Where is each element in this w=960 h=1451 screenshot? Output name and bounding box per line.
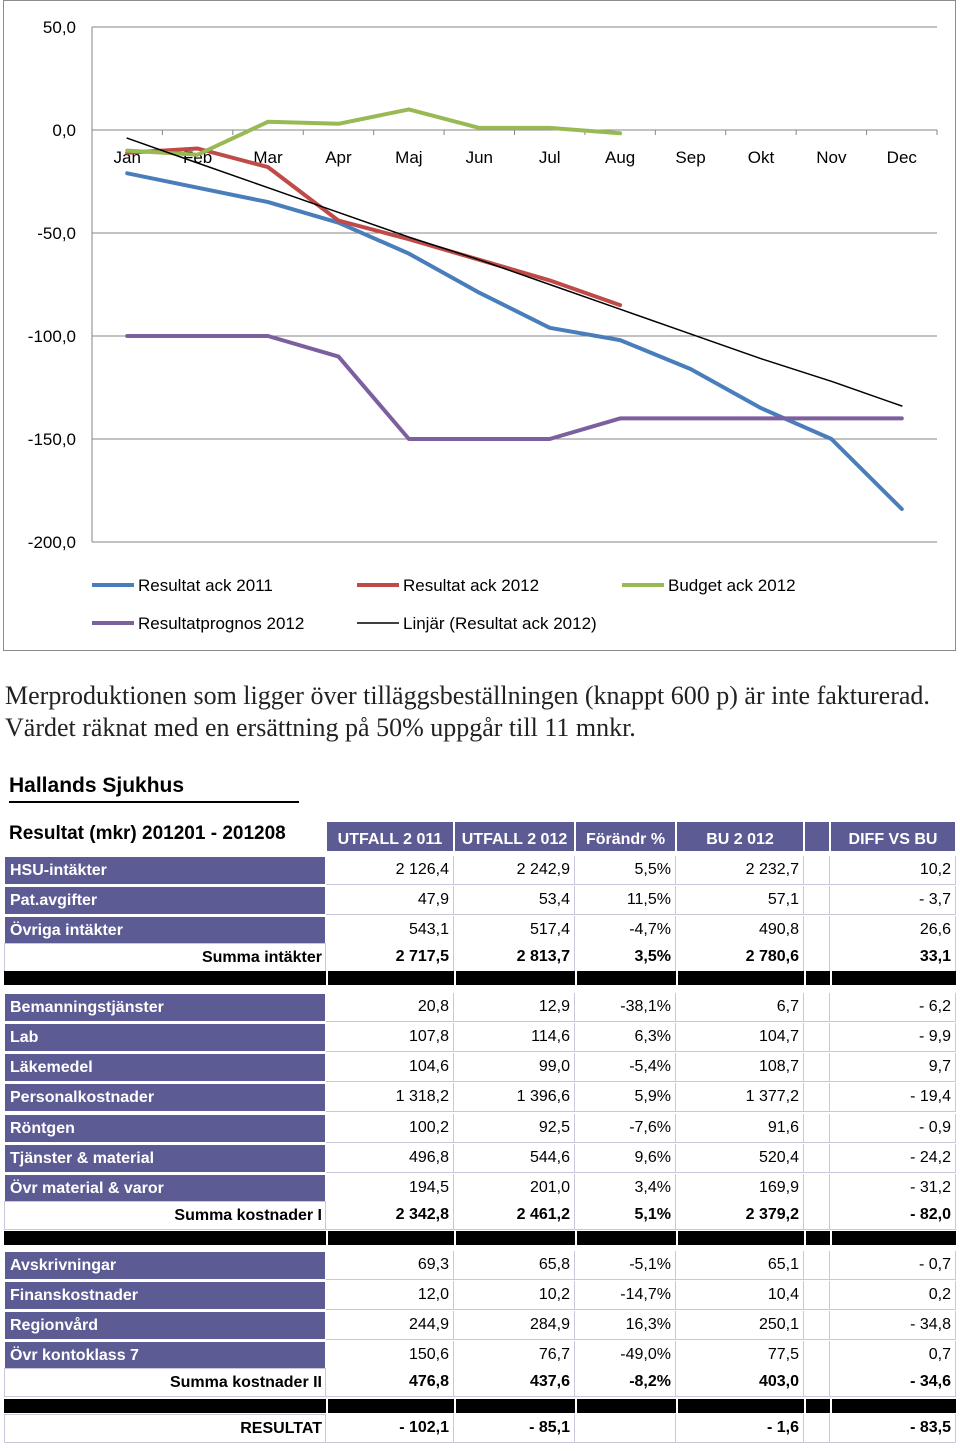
row-label: Övr kontoklass 7 [4,1341,326,1370]
row-value: 2 717,5 [326,943,454,972]
table-summary-row [4,943,956,972]
row-value: - 6,2 [830,993,956,1022]
row-value: -14,7% [575,1281,676,1310]
row-value: - 102,1 [326,1414,454,1443]
row-value: - 82,0 [830,1201,956,1230]
row-label: Summa kostnader I [4,1201,326,1230]
row-value [804,1114,830,1143]
row-label: Bemanningstjänster [4,993,326,1022]
row-value: 1 396,6 [454,1083,575,1112]
row-value [804,1251,830,1280]
row-value: - 31,2 [830,1174,956,1203]
row-value: - 34,6 [830,1368,956,1397]
row-value: 194,5 [326,1174,454,1203]
row-value: -49,0% [575,1341,676,1370]
table-row [4,1114,956,1143]
row-value: - 83,5 [830,1414,956,1443]
table-summary-row [4,1368,956,1397]
commentary-paragraph: Merproduktionen som ligger över tilläggsbeställningen (knappt 600 p) är inte fakturerad. Värdet räknat med en ersättning på 50% uppgår till 11 mnkr. [5,681,930,742]
row-value: 437,6 [454,1368,575,1397]
row-value: - 0,9 [830,1114,956,1143]
row-value: 517,4 [454,916,575,945]
section-divider [4,1231,956,1245]
row-value: 77,5 [676,1341,804,1370]
row-label: Lab [4,1023,326,1052]
section-divider [4,971,956,985]
row-value: 2 126,4 [326,856,454,885]
row-value: 496,8 [326,1144,454,1173]
table-summary-row [4,1201,956,1230]
row-value [804,856,830,885]
org-title: Hallands Sjukhus [9,774,299,803]
col-header-utfall-2011: UTFALL 2 011 [326,821,454,852]
x-tick-label: Nov [816,148,847,167]
section-divider [4,1399,956,1413]
legend-label: Resultat ack 2012 [403,576,540,595]
x-tick-label: Feb [182,148,213,167]
row-value: 108,7 [676,1053,804,1082]
row-value: 20,8 [326,993,454,1022]
col-header-diff-vs-bu: DIFF VS BU [830,821,956,852]
table-summary-row [4,1414,956,1443]
legend-label: Resultatprognos 2012 [138,614,305,633]
row-value: 490,8 [676,916,804,945]
divider-gap [454,1399,456,1413]
row-value: 284,9 [454,1311,575,1340]
row-value: 10,2 [454,1281,575,1310]
row-value: - 34,8 [830,1311,956,1340]
row-value: 114,6 [454,1023,575,1052]
row-label: Summa kostnader II [4,1368,326,1397]
row-value [804,916,830,945]
row-value: 2 342,8 [326,1201,454,1230]
row-value: 476,8 [326,1368,454,1397]
row-value [804,886,830,915]
divider-gap [575,971,577,985]
x-tick-label: Apr [325,148,352,167]
report-title: Resultat (mkr) 201201 - 201208 [9,823,286,844]
row-value: - 3,7 [830,886,956,915]
x-tick-label: Mar [253,148,283,167]
col-header-bu-2012: BU 2 012 [676,821,804,852]
row-value [804,1083,830,1112]
row-value: 5,1% [575,1201,676,1230]
row-value [575,1414,676,1443]
x-tick-label: Okt [747,148,775,167]
row-value: 5,9% [575,1083,676,1112]
row-label: HSU-intäkter [4,856,326,885]
chart-svg [4,1,957,652]
row-value: -4,7% [575,916,676,945]
row-value: -5,1% [575,1251,676,1280]
row-label: Tjänster & material [4,1144,326,1173]
row-value: -8,2% [575,1368,676,1397]
divider-gap [804,1231,806,1245]
row-label: Summa intäkter [4,943,326,972]
legend-label: Linjär (Resultat ack 2012) [403,614,597,633]
row-value: 11,5% [575,886,676,915]
row-label: Övr material & varor [4,1174,326,1203]
series-line [127,149,620,306]
row-value [804,1144,830,1173]
row-value: 543,1 [326,916,454,945]
series-line [127,138,902,406]
row-value: 2 242,9 [454,856,575,885]
row-value: 92,5 [454,1114,575,1143]
row-value: 0,2 [830,1281,956,1310]
row-value: 107,8 [326,1023,454,1052]
row-value: 150,6 [326,1341,454,1370]
divider-gap [575,1399,577,1413]
x-tick-label: Sep [675,148,706,167]
row-value: 12,0 [326,1281,454,1310]
row-value: 2 379,2 [676,1201,804,1230]
row-value: - 9,9 [830,1023,956,1052]
row-label: Finanskostnader [4,1281,326,1310]
row-value: 2 780,6 [676,943,804,972]
row-value: 100,2 [326,1114,454,1143]
row-value: 5,5% [575,856,676,885]
row-value: 2 232,7 [676,856,804,885]
table-row [4,1341,956,1370]
x-tick-label: Dec [886,148,917,167]
row-value: 33,1 [830,943,956,972]
y-tick-label: 0,0 [52,121,76,140]
row-value [804,1023,830,1052]
row-value: 65,1 [676,1251,804,1280]
row-value [804,1311,830,1340]
row-value: -38,1% [575,993,676,1022]
table-row [4,1083,956,1112]
table-row [4,1251,956,1280]
table-row [4,1144,956,1173]
divider-gap [326,971,328,985]
row-value: 104,7 [676,1023,804,1052]
divider-gap [326,1231,328,1245]
row-value: 76,7 [454,1341,575,1370]
divider-gap [575,1231,577,1245]
x-tick-label: Jan [113,148,141,167]
row-label: Pat.avgifter [4,886,326,915]
x-tick-label: Maj [395,148,423,167]
row-value: 1 318,2 [326,1083,454,1112]
y-tick-label: -100,0 [27,327,76,346]
table-row [4,886,956,915]
divider-gap [676,1231,678,1245]
row-value [804,1053,830,1082]
legend-label: Resultat ack 2011 [138,576,273,595]
row-label: Regionvård [4,1311,326,1340]
series-line [127,173,902,509]
row-value: - 24,2 [830,1144,956,1173]
y-tick-label: -50,0 [37,224,76,243]
row-value: - 0,7 [830,1251,956,1280]
row-value: 9,7 [830,1053,956,1082]
divider-gap [830,971,832,985]
row-value: 69,3 [326,1251,454,1280]
row-value: - 19,4 [830,1083,956,1112]
table-row [4,856,956,885]
row-value: 2 813,7 [454,943,575,972]
table-row [4,993,956,1022]
table-row [4,1174,956,1203]
row-value: 6,3% [575,1023,676,1052]
row-label: Avskrivningar [4,1251,326,1280]
row-value: 0,7 [830,1341,956,1370]
divider-gap [804,971,806,985]
row-value: - 85,1 [454,1414,575,1443]
row-value: 244,9 [326,1311,454,1340]
row-value: 544,6 [454,1144,575,1173]
row-value: 3,5% [575,943,676,972]
row-label: Personalkostnader [4,1083,326,1112]
legend-label: Budget ack 2012 [668,576,796,595]
row-value: 91,6 [676,1114,804,1143]
row-value: 65,8 [454,1251,575,1280]
table-row [4,1023,956,1052]
row-value: 10,4 [676,1281,804,1310]
row-value [804,993,830,1022]
row-value: 2 461,2 [454,1201,575,1230]
row-value [804,1368,830,1397]
row-value: 53,4 [454,886,575,915]
col-header-change-pct: Förändr % [575,821,676,852]
row-value: - 1,6 [676,1414,804,1443]
row-value [804,943,830,972]
y-tick-label: 50,0 [42,18,76,37]
table-row [4,1281,956,1310]
y-tick-label: -150,0 [27,430,76,449]
row-value: 47,9 [326,886,454,915]
divider-gap [830,1399,832,1413]
table-row [4,916,956,945]
x-tick-label: Jun [465,148,494,167]
row-value: 99,0 [454,1053,575,1082]
row-value [804,1201,830,1230]
row-label: Läkemedel [4,1053,326,1082]
row-value: 16,3% [575,1311,676,1340]
x-tick-label: Jul [538,148,561,167]
divider-gap [830,1231,832,1245]
row-value: 201,0 [454,1174,575,1203]
row-value: -5,4% [575,1053,676,1082]
row-value: 57,1 [676,886,804,915]
divider-gap [676,971,678,985]
table-row [4,1053,956,1082]
row-value [804,1174,830,1203]
row-value: 10,2 [830,856,956,885]
row-label: Röntgen [4,1114,326,1143]
divider-gap [454,971,456,985]
row-value: -7,6% [575,1114,676,1143]
row-value [804,1341,830,1370]
row-value: 26,6 [830,916,956,945]
table-row [4,1311,956,1340]
row-value: 403,0 [676,1368,804,1397]
row-value [804,1281,830,1310]
row-value: 3,4% [575,1174,676,1203]
row-value: 520,4 [676,1144,804,1173]
y-tick-label: -200,0 [27,533,76,552]
x-tick-label: Aug [605,148,636,167]
row-value: 9,6% [575,1144,676,1173]
row-value: 12,9 [454,993,575,1022]
divider-gap [676,1399,678,1413]
row-label: Övriga intäkter [4,916,326,945]
row-value: 1 377,2 [676,1083,804,1112]
row-value: 250,1 [676,1311,804,1340]
col-header-utfall-2012: UTFALL 2 012 [454,821,575,852]
divider-gap [326,1399,328,1413]
row-label: RESULTAT [4,1414,326,1443]
series-line [127,336,902,439]
divider-gap [454,1231,456,1245]
line-chart [3,0,956,651]
row-value: 6,7 [676,993,804,1022]
row-value [804,1414,830,1443]
row-value: 104,6 [326,1053,454,1082]
row-value: 169,9 [676,1174,804,1203]
divider-gap [804,1399,806,1413]
col-header-blank [804,821,830,852]
